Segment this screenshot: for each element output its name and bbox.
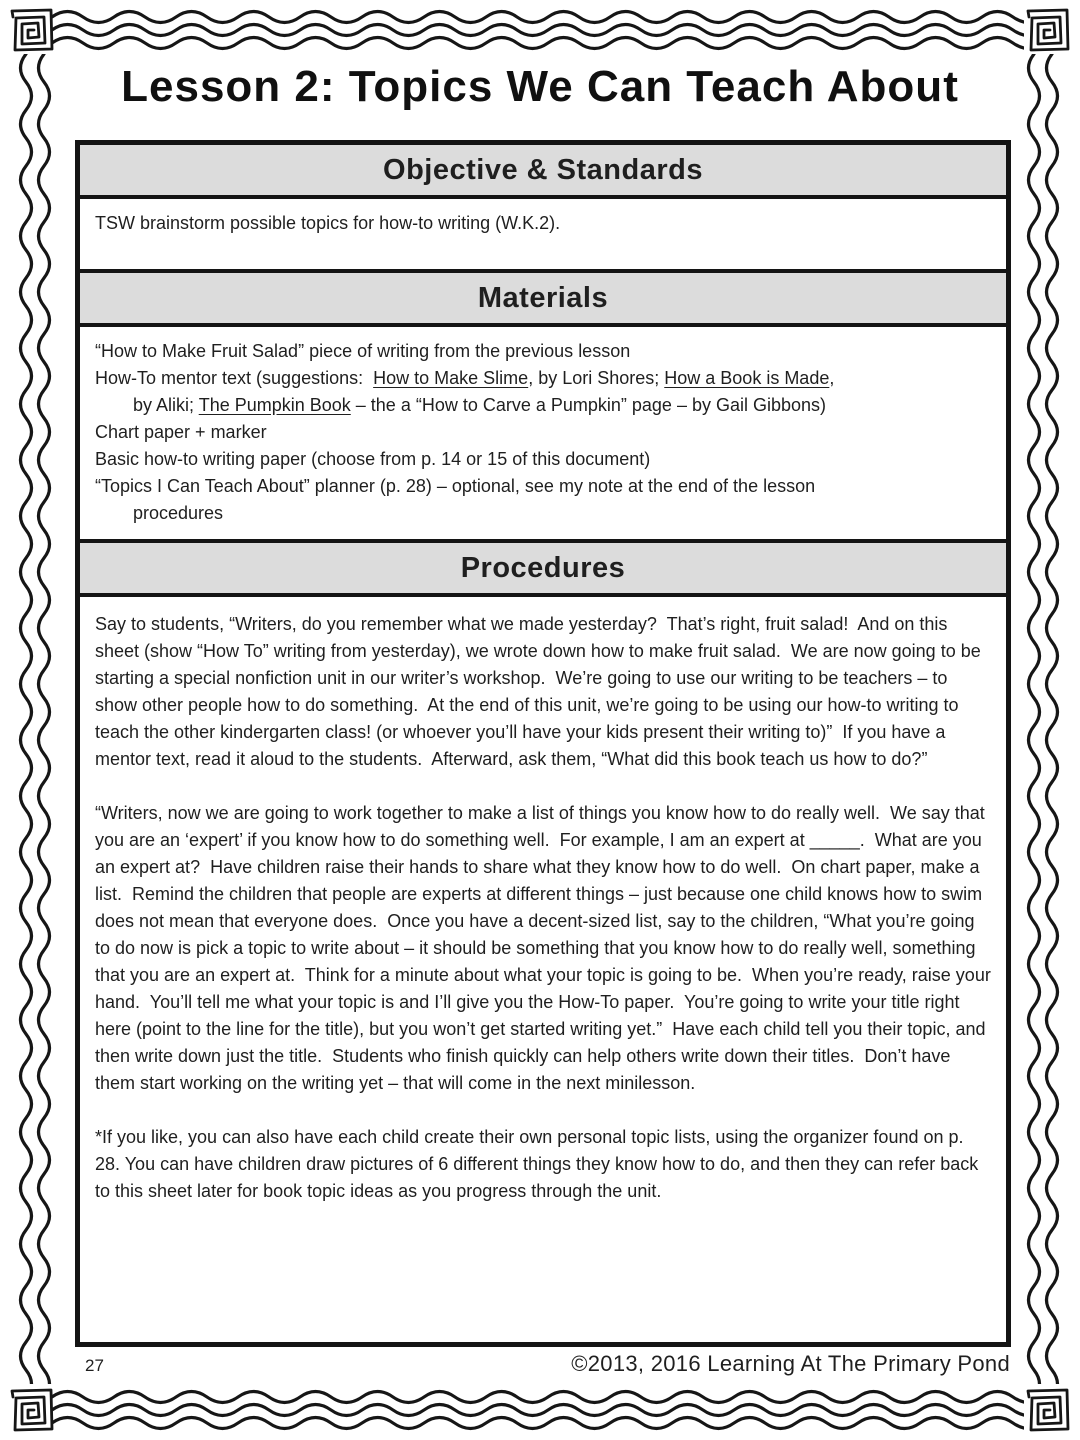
materials-text: Chart paper + marker — [95, 422, 267, 442]
section-header-materials — [80, 269, 1006, 327]
materials-line — [95, 338, 991, 365]
book-title: The Pumpkin Book — [198, 395, 351, 415]
page-number: 27 — [85, 1356, 104, 1375]
wavy-border-right — [1018, 54, 1070, 1384]
procedures-body — [80, 597, 1006, 1342]
lesson-table — [75, 140, 1011, 1347]
materials-line — [95, 446, 991, 473]
materials-text: “Topics I Can Teach About” planner (p. 28) – optional, see my note at the end of the lesson — [95, 476, 816, 496]
copyright: ©2013, 2016 Learning At The Primary Pond — [571, 1351, 1010, 1376]
corner-spiral-icon — [1024, 6, 1072, 54]
section-header-procedures-label: Procedures — [460, 552, 626, 584]
materials-line — [95, 473, 991, 500]
materials-line — [95, 419, 991, 446]
section-header-objective-label: Objective & Standards — [383, 154, 703, 186]
materials-text: , — [829, 368, 835, 388]
materials-text: , by Lori Shores; — [528, 368, 665, 388]
materials-text: “How to Make Fruit Salad” piece of writing from the previous lesson — [95, 341, 631, 361]
wavy-border-left — [10, 54, 62, 1384]
section-header-materials-label: Materials — [477, 282, 609, 314]
wavy-border-top — [52, 6, 1024, 56]
materials-line — [95, 392, 991, 419]
materials-text: procedures — [133, 503, 224, 523]
materials-list — [80, 327, 1006, 539]
objective-body: TSW brainstorm possible topics for how-to writing (W.K.2). — [80, 199, 1006, 269]
corner-spiral-icon — [8, 1386, 56, 1434]
page-title: Lesson 2: Topics We Can Teach About — [121, 62, 959, 111]
book-title: How a Book is Made — [664, 368, 830, 388]
section-header-procedures — [80, 539, 1006, 597]
materials-line — [95, 365, 991, 392]
materials-text: How-To mentor text (suggestions: — [95, 368, 374, 388]
wavy-border-bottom — [52, 1386, 1024, 1436]
procedure-paragraph: “Writers, now we are going to work together to make a list of things you know how to do really well. We say that you are an ‘expert’ if you know how to do something well. For example, I am an expert at _____. What are you an expert at? Have children raise their hands to share what they know how to do well. On chart paper, make a list. Remind the children that people are experts at different things – just because one child knows how to swim does not mean that everyone does. Once you have a decent-sized list, say to the children, “What you’re going to do now is pick a topic to write about – it should be something that you know how to do really well, something that you are an expert at. Think for a minute about what your topic is going to be. When you’re ready, raise your hand. You’ll tell me what your topic is and I’ll give you the How-To paper. You’re going to write your title right here (point to the line for the title), but you won’t get started writing yet.” Have each child tell you their topic, and then write down just the title. Students who finish quickly can help others write down their titles. Don’t have them start working on the writing yet – that will come in the next minilesson. — [95, 803, 996, 1093]
book-title: How to Make Slime — [373, 368, 529, 388]
corner-spiral-icon — [1024, 1386, 1072, 1434]
materials-text: – the a “How to Carve a Pumpkin” page – by Gail Gibbons) — [350, 395, 827, 415]
section-header-objective — [80, 145, 1006, 199]
corner-spiral-icon — [8, 6, 56, 54]
page-footer — [85, 1351, 1010, 1377]
materials-text: by Aliki; — [133, 395, 199, 415]
procedure-paragraph: Say to students, “Writers, do you remember what we made yesterday? That’s right, fruit salad! And on this sheet (show “How To” writing from yesterday), we wrote down how to make fruit salad. We are now going to be starting a special nonfiction unit in our writer’s workshop. We’re going to use our writing to be teachers – to show other people how to do something. At the end of this unit, we’re going to be using our how-to writing to teach the other kindergarten class! (or whoever you’ll have your kids present their writing to)” If you have a mentor text, read it aloud to the students. Afterward, ask them, “What did this book teach us how to do?” — [95, 614, 986, 769]
materials-text: Basic how-to writing paper (choose from p. 14 or 15 of this document) — [95, 449, 651, 469]
materials-line — [95, 500, 991, 527]
procedure-paragraph: *If you like, you can also have each child create their own personal topic lists, using the organizer found on p. 28. You can have children draw pictures of 6 different things they know how to do, and then they can refer back to this sheet later for book topic ideas as you progress through the unit. — [95, 1127, 984, 1201]
